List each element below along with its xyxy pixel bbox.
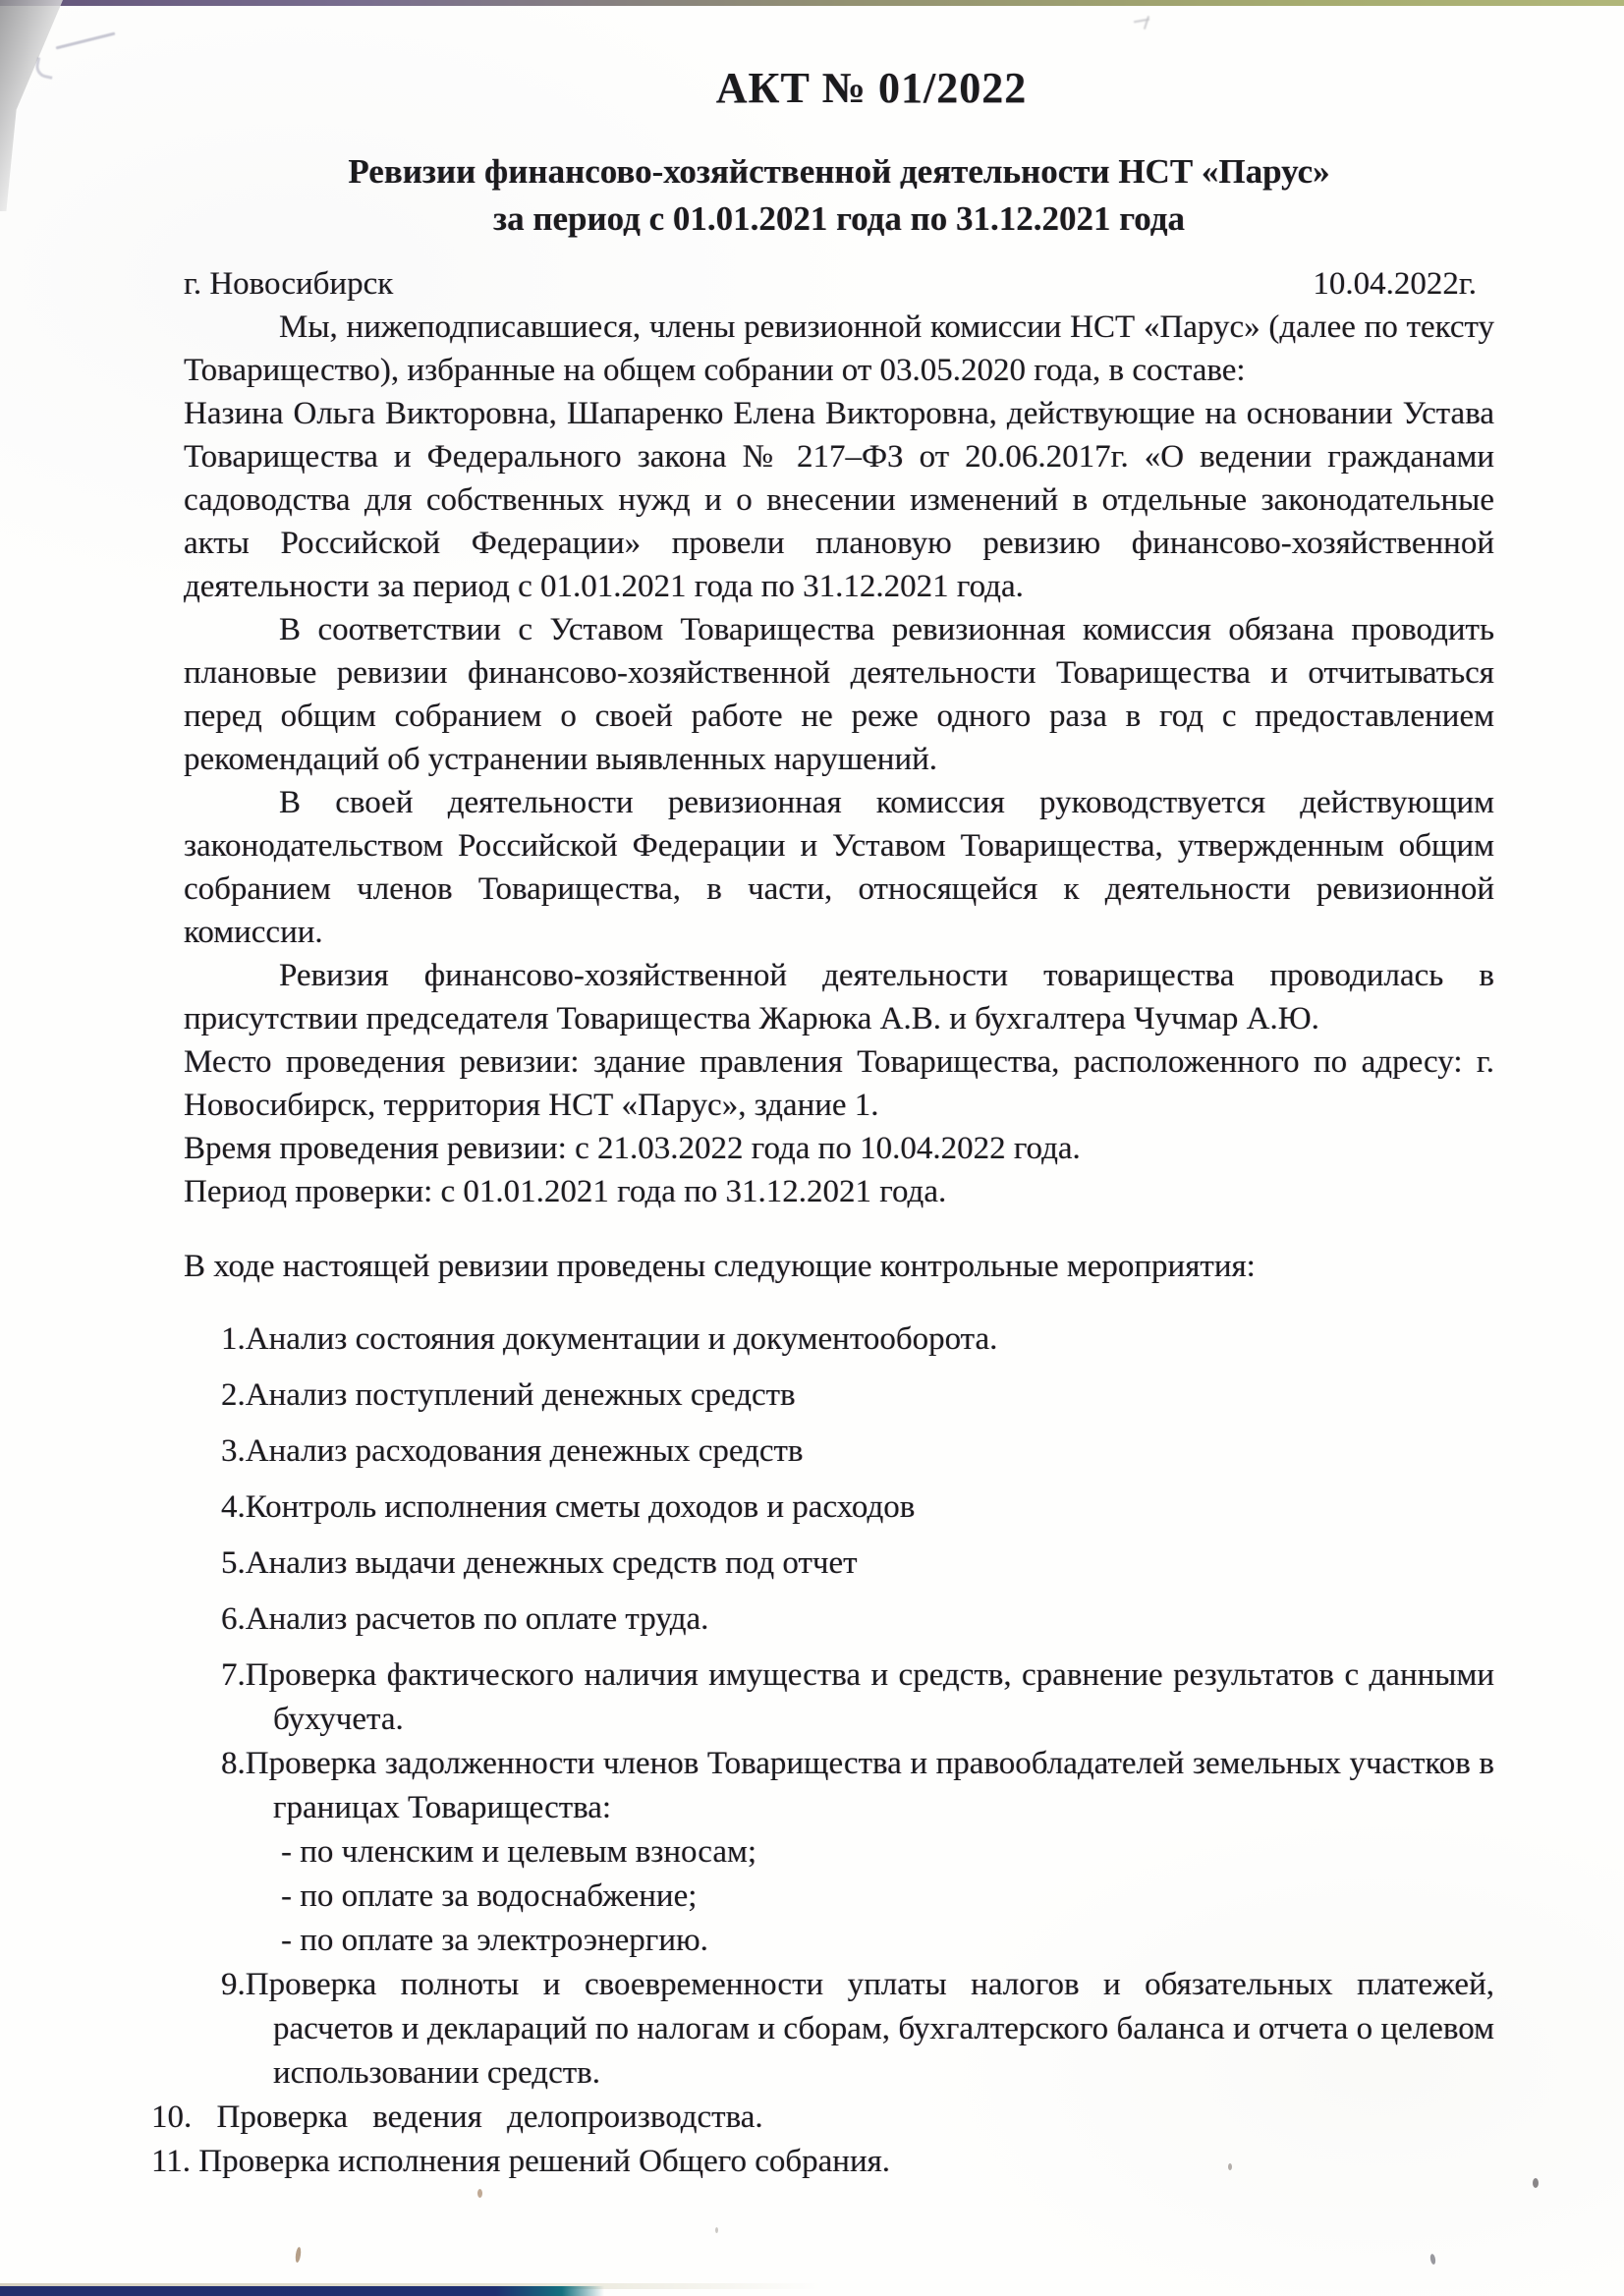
city-label: г. Новосибирск bbox=[184, 265, 394, 302]
paragraph-commission-members: Мы, нижеподписавшиеся, члены ревизионной комиссии НСТ «Парус» (далее по тексту Товарищество), избранные на общем собрании от 03.05.2020 года, в составе: bbox=[184, 308, 1494, 388]
activities-list bbox=[151, 1317, 1494, 2184]
paragraph-audit-place: Место проведения ревизии: здание правления Товарищества, расположенного по адресу: г. Новосибирск, территория НСТ «Парус», здание 1. bbox=[184, 1043, 1494, 1123]
list-item-5: 5.Анализ выдачи денежных средств под отчет bbox=[221, 1544, 858, 1581]
scan-speck bbox=[477, 2189, 482, 2198]
date-label: 10.04.2022г. bbox=[1313, 265, 1477, 302]
list-subitem-water-payment: - по оплате за водоснабжение; bbox=[281, 1877, 698, 1914]
list-item-7: 7.Проверка фактического наличия имущества и средств, сравнение результатов с данными бухучета. bbox=[221, 1656, 1494, 1737]
list-item-1: 1.Анализ состояния документации и документооборота. bbox=[221, 1320, 998, 1357]
scan-speck bbox=[1533, 2178, 1539, 2188]
paragraph-charter-duty: В соответствии с Уставом Товарищества ревизионная комиссия обязана проводить плановые ревизии финансово-хозяйственной деятельности Товарищества и отчитываться перед общим собранием о своей работе не реже одного раза в год с предоставлением рекомендаций об устранении выявленных нарушений. bbox=[184, 611, 1494, 777]
scan-bottom-edge bbox=[0, 2286, 604, 2296]
meta-row bbox=[184, 262, 1494, 306]
paragraph-audit-presence: Ревизия финансово-хозяйственной деятельности товарищества проводилась в присутствии председателя Товарищества Жарюка А.В. и бухгалтера Чучмар А.Ю. bbox=[184, 957, 1494, 1036]
subtitle-line-2: за период с 01.01.2021 года по 31.12.2021 года bbox=[493, 198, 1185, 238]
list-item-11: 11. Проверка исполнения решений Общего собрания. bbox=[151, 2143, 891, 2179]
list-item-2: 2.Анализ поступлений денежных средств bbox=[221, 1376, 796, 1413]
scan-speck bbox=[1429, 2254, 1436, 2266]
activities-intro: В ходе настоящей ревизии проведены следующие контрольные мероприятия: bbox=[184, 1248, 1256, 1284]
document-title: АКТ № 01/2022 bbox=[715, 64, 1028, 112]
paragraph-audit-period: Период проверки: с 01.01.2021 года по 31.12.2021 года. bbox=[184, 1173, 947, 1209]
subtitle-line-1: Ревизии финансово-хозяйственной деятельности НСТ «Парус» bbox=[348, 151, 1330, 191]
document-subtitle bbox=[184, 148, 1494, 243]
list-item-10: 10. Проверка ведения делопроизводства. bbox=[151, 2099, 763, 2135]
paragraph-members-basis: Назина Ольга Викторовна, Шапаренко Елена Викторовна, действующие на основании Устава Товарищества и Федерального закона № 217–ФЗ от 20.06.2017г. «О ведении гражданами садоводства для собственных нужд и о внесении изменений в отдельные законодательные акты Российской Федерации» провели плановую ревизию финансово-хозяйственной деятельности за период с 01.01.2021 года по 31.12.2021 года. bbox=[184, 395, 1494, 604]
list-item-9: 9.Проверка полноты и своевременности уплаты налогов и обязательных платежей, расчетов и деклараций по налогам и сборам, бухгалтерского баланса и отчета о целевом использовании средств. bbox=[221, 1966, 1494, 2091]
list-item-4: 4.Контроль исполнения сметы доходов и расходов bbox=[221, 1488, 916, 1525]
list-item-6: 6.Анализ расчетов по оплате труда. bbox=[221, 1600, 709, 1637]
scan-speck bbox=[295, 2247, 302, 2264]
list-subitem-membership-fees: - по членским и целевым взносам; bbox=[281, 1833, 757, 1870]
list-item-8: 8.Проверка задолженности членов Товарищества и правообладателей земельных участков в границах Товарищества: bbox=[221, 1745, 1494, 1825]
list-item-3: 3.Анализ расходования денежных средств bbox=[221, 1432, 804, 1469]
paragraph-audit-time: Время проведения ревизии: с 21.03.2022 года по 10.04.2022 года. bbox=[184, 1130, 1081, 1166]
paragraph-legal-framework: В своей деятельности ревизионная комиссия руководствуется действующим законодательством Российской Федерации и Уставом Товарищества, утвержденным общим собранием членов Товарищества, в части, относящейся к деятельности ревизионной комиссии. bbox=[184, 784, 1494, 950]
scan-speck bbox=[1228, 2163, 1232, 2170]
list-subitem-electricity-payment: - по оплате за электроэнергию. bbox=[281, 1922, 708, 1958]
scan-speck bbox=[715, 2227, 718, 2233]
